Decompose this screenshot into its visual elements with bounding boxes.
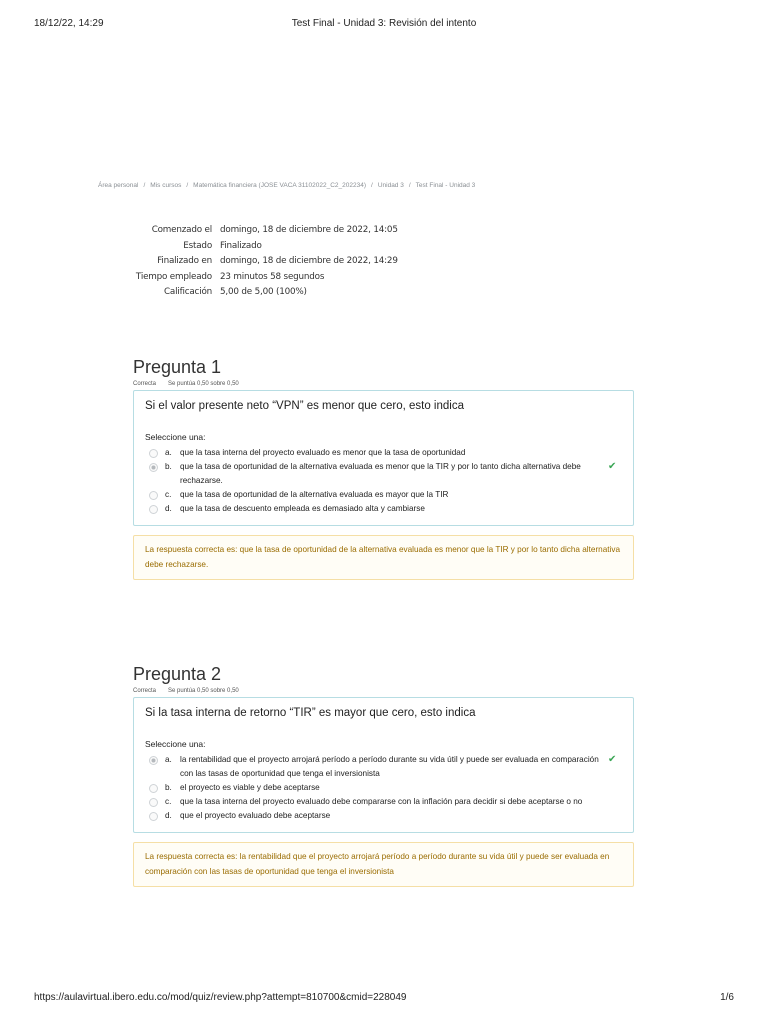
radio-button-checked[interactable] — [149, 756, 158, 765]
option-letter: b. — [165, 462, 172, 471]
summary-row-state — [132, 240, 420, 253]
radio-button[interactable] — [149, 784, 158, 793]
breadcrumb — [98, 182, 475, 189]
select-one-label: Seleccione una: — [145, 739, 206, 749]
question-box — [133, 697, 634, 833]
option-text: que la tasa de descuento empleada es demasiado alta y cambiarse — [180, 504, 425, 513]
breadcrumb-separator: / — [408, 182, 411, 189]
answer-option-b[interactable] — [145, 781, 622, 795]
radio-button-checked[interactable] — [149, 463, 158, 472]
question-text: Si el valor presente neto “VPN” es menor que cero, esto indica — [145, 400, 464, 412]
select-one-label: Seleccione una: — [145, 432, 206, 442]
answer-option-c[interactable] — [145, 488, 622, 502]
correct-answer-feedback: La respuesta correcta es: que la tasa de oportunidad de la alternativa evaluada es menor que la TIR y por lo tanto dicha alternativa debe rechazarse. — [133, 535, 634, 580]
option-text: el proyecto es viable y debe aceptarse — [180, 783, 320, 792]
summary-value: 23 minutos 58 segundos — [220, 271, 325, 282]
breadcrumb-separator: / — [143, 182, 146, 189]
option-letter: d. — [165, 811, 172, 820]
question-text: Si la tasa interna de retorno “TIR” es mayor que cero, esto indica — [145, 707, 476, 719]
question-2 — [133, 663, 634, 887]
breadcrumb-separator: / — [186, 182, 189, 189]
question-grade: Se puntúa 0,50 sobre 0,50 — [168, 688, 239, 694]
correct-answer-feedback: La respuesta correcta es: la rentabilidad que el proyecto arrojará período a período durante su vida útil y puede ser evaluada en comparación con las tasas de oportunidad que tenga el inversionista — [133, 842, 634, 887]
print-page-number: 1/6 — [720, 992, 734, 1003]
summary-label: Finalizado en — [157, 256, 212, 266]
question-title: Pregunta 1 — [133, 357, 222, 377]
option-text: que la tasa interna del proyecto evaluado es menor que la tasa de oportunidad — [180, 448, 466, 457]
option-text: que la tasa de oportunidad de la alternativa evaluada es mayor que la TIR — [180, 490, 449, 499]
option-letter: b. — [165, 783, 172, 792]
breadcrumb-course[interactable]: Matemática financiera (JOSE VACA 31102022_C2_202234) — [193, 182, 367, 189]
question-state: Correcta — [133, 688, 157, 694]
option-letter: a. — [165, 448, 172, 457]
summary-label: Calificación — [163, 287, 212, 297]
option-text: que la tasa de oportunidad de la alternativa evaluada es menor que la TIR y por lo tanto dicha alternativa debe rechazarse. — [180, 462, 581, 485]
radio-button[interactable] — [149, 505, 158, 514]
answer-option-a[interactable] — [145, 446, 622, 460]
radio-button[interactable] — [149, 812, 158, 821]
attempt-summary — [132, 224, 420, 302]
summary-row-started — [132, 224, 420, 237]
question-meta — [133, 381, 634, 389]
check-icon: ✔ — [608, 754, 617, 765]
question-grade: Se puntúa 0,50 sobre 0,50 — [168, 381, 239, 387]
summary-label: Comenzado el — [151, 225, 212, 235]
summary-value: 5,00 de 5,00 (100%) — [220, 287, 307, 297]
option-letter: a. — [165, 755, 172, 764]
question-title: Pregunta 2 — [133, 664, 222, 684]
breadcrumb-separator: / — [371, 182, 373, 189]
check-icon: ✔ — [608, 461, 617, 472]
summary-value: domingo, 18 de diciembre de 2022, 14:05 — [220, 225, 398, 235]
summary-label: Estado — [183, 240, 212, 251]
print-datetime: 18/12/22, 14:29 — [34, 18, 104, 29]
option-letter: c. — [165, 797, 172, 806]
print-title: Test Final - Unidad 3: Revisión del intento — [291, 18, 477, 29]
question-meta — [133, 688, 634, 696]
summary-row-grade — [132, 286, 420, 299]
question-state: Correcta — [133, 381, 157, 387]
option-letter: d. — [165, 504, 172, 513]
answer-option-d[interactable] — [145, 502, 622, 516]
answer-option-b[interactable] — [145, 460, 622, 488]
summary-row-time — [132, 271, 420, 284]
summary-label: Tiempo empleado — [135, 271, 212, 282]
summary-value: Finalizado — [220, 240, 262, 251]
answer-option-d[interactable] — [145, 809, 622, 823]
print-url: https://aulavirtual.ibero.edu.co/mod/quiz/review.php?attempt=810700&cmid=228049 — [34, 992, 407, 1003]
breadcrumb-unidad[interactable]: Unidad 3 — [377, 182, 404, 189]
question-box — [133, 390, 634, 526]
breadcrumb-mis-cursos[interactable]: Mis cursos — [150, 182, 182, 189]
breadcrumb-area-personal[interactable]: Área personal — [98, 182, 139, 189]
option-letter: c. — [165, 490, 172, 499]
radio-button[interactable] — [149, 449, 158, 458]
summary-value: domingo, 18 de diciembre de 2022, 14:29 — [220, 256, 398, 266]
summary-row-finished — [132, 255, 420, 268]
print-footer — [34, 992, 734, 1006]
radio-button[interactable] — [149, 491, 158, 500]
radio-button[interactable] — [149, 798, 158, 807]
question-1 — [133, 356, 634, 580]
option-text: que la tasa interna del proyecto evaluado debe compararse con la inflación para decidir si debe aceptarse o no — [180, 797, 583, 806]
option-text: que el proyecto evaluado debe aceptarse — [180, 811, 331, 820]
breadcrumb-test[interactable]: Test Final - Unidad 3 — [415, 182, 476, 189]
print-header — [34, 18, 734, 32]
answer-option-c[interactable] — [145, 795, 622, 809]
option-text: la rentabilidad que el proyecto arrojará período a período durante su vida útil y puede ser evaluada en comparación con las tasas de oportunidad que tenga el inversionista — [180, 755, 599, 778]
answer-option-a[interactable] — [145, 753, 622, 781]
